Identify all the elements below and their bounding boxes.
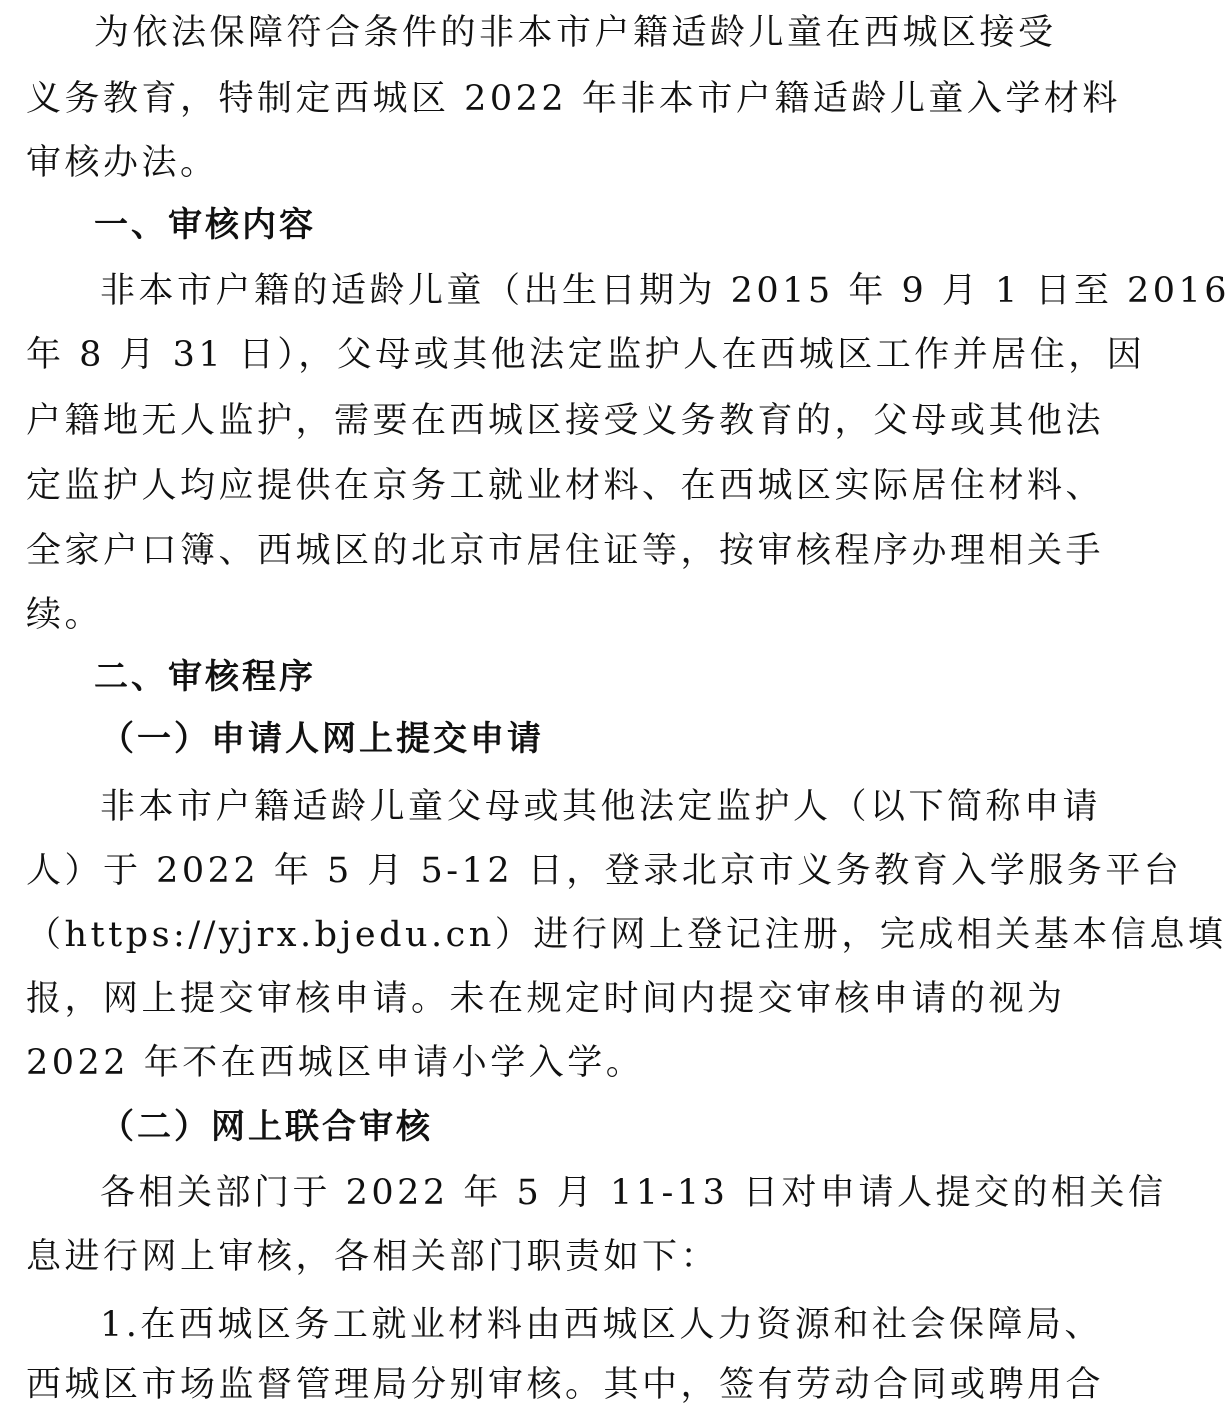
list-item-1-line-2: 西城区市场监督管理局分别审核。其中，签有劳动合同或聘用合 (26, 1365, 1105, 1405)
paragraph-content-line-6: 续。 (26, 595, 104, 635)
subsection-heading-joint-review: （二）网上联合审核 (100, 1107, 433, 1147)
paragraph-content-line-3: 户籍地无人监护，需要在西城区接受义务教育的，父母或其他法 (26, 401, 1105, 441)
paragraph-intro-line-2: 义务教育，特制定西城区 2022 年非本市户籍适龄儿童入学材料 (26, 79, 1121, 119)
paragraph-content-line-2: 年 8 月 31 日），父母或其他法定监护人在西城区工作并居住，因 (26, 335, 1146, 375)
paragraph-application-line-1: 非本市户籍适龄儿童父母或其他法定监护人（以下简称申请 (100, 787, 1102, 827)
section-heading-review-procedure: 二、审核程序 (94, 657, 316, 697)
paragraph-application-line-4: 报，网上提交审核申请。未在规定时间内提交审核申请的视为 (26, 979, 1066, 1019)
paragraph-content-line-4: 定监护人均应提供在京务工就业材料、在西城区实际居住材料、 (26, 466, 1105, 506)
paragraph-intro-line-1: 为依法保障符合条件的非本市户籍适龄儿童在西城区接受 (94, 13, 1057, 53)
subsection-heading-online-application: （一）申请人网上提交申请 (100, 719, 544, 759)
paragraph-content-line-5: 全家户口簿、西城区的北京市居住证等，按审核程序办理相关手 (26, 531, 1105, 571)
paragraph-application-line-5: 2022 年不在西城区申请小学入学。 (26, 1043, 645, 1083)
paragraph-joint-review-line-1: 各相关部门于 2022 年 5 月 11-13 日对申请人提交的相关信 (100, 1173, 1167, 1213)
paragraph-application-line-2: 人）于 2022 年 5 月 5-12 日，登录北京市义务教育入学服务平台 (26, 851, 1183, 891)
list-item-1-line-1: 1.在西城区务工就业材料由西城区人力资源和社会保障局、 (100, 1305, 1103, 1345)
paragraph-content-line-1: 非本市户籍的适龄儿童（出生日期为 2015 年 9 月 1 日至 2016 (100, 271, 1230, 311)
paragraph-intro-line-3: 审核办法。 (26, 143, 219, 183)
paragraph-application-line-3: （https://yjrx.bjedu.cn）进行网上登记注册，完成相关基本信息填 (26, 915, 1227, 955)
paragraph-joint-review-line-2: 息进行网上审核，各相关部门职责如下： (26, 1237, 720, 1277)
section-heading-review-content: 一、审核内容 (94, 205, 316, 245)
